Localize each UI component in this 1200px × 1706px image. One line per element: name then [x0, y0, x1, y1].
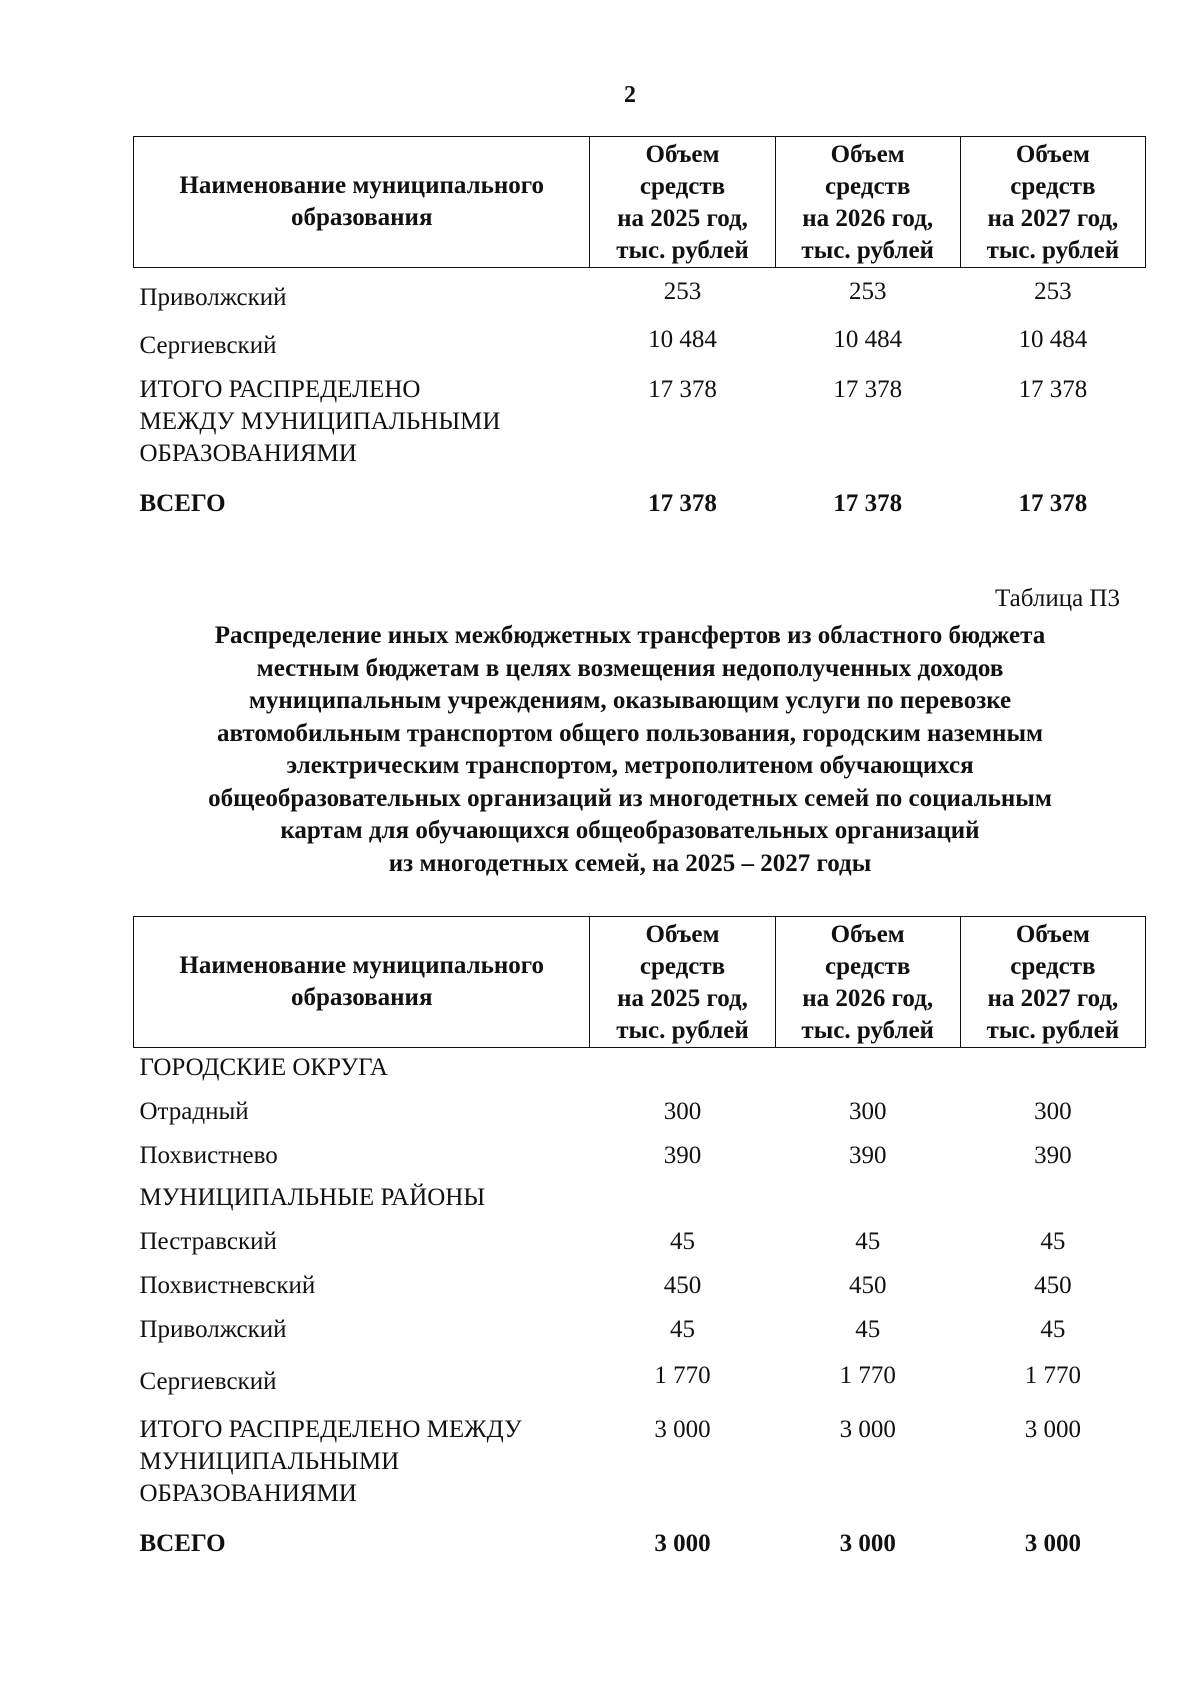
title-line: автомобильным транспортом общего пользования, городским наземным [216, 719, 1043, 747]
value-2026: 45 [855, 1316, 881, 1343]
municipality-name: Приволжский [139, 1316, 287, 1343]
header-line: средств [825, 953, 911, 980]
table-row [134, 1302, 1146, 1346]
value-2027: 3 000 [1024, 1416, 1082, 1443]
value-2027: 390 [1034, 1142, 1072, 1169]
allocation-table-continued [133, 136, 1146, 520]
municipality-name: Сергиевский [139, 1368, 277, 1395]
municipality-name: Сергиевский [139, 332, 277, 359]
header-line: тыс. рублей [986, 1017, 1120, 1044]
header-line: на 2025 год, [617, 985, 748, 1012]
value-2025: 1 770 [654, 1362, 711, 1389]
value-2026: 3 000 [839, 1416, 896, 1443]
table-row [134, 314, 1146, 362]
header-line: тыс. рублей [801, 237, 934, 264]
table-row [134, 1346, 1146, 1398]
value-2027: 253 [1034, 278, 1072, 305]
value-2025: 300 [663, 1098, 702, 1125]
table-header-row [134, 137, 1146, 268]
total-row [134, 470, 1146, 520]
table-label: Таблица П3 [995, 585, 1120, 612]
value-2027: 45 [1040, 1228, 1066, 1255]
value-2026: 3 000 [839, 1530, 896, 1557]
header-line: средств [1010, 953, 1096, 980]
value-2027: 1 770 [1024, 1362, 1082, 1389]
value-2026: 450 [848, 1272, 887, 1299]
label-line: МЕЖДУ МУНИЦИПАЛЬНЫМИ [139, 408, 501, 435]
header-line: тыс. рублей [801, 1017, 934, 1044]
title-line: общеобразовательных организаций из многодетных семей по социальным [208, 784, 1052, 812]
group-heading-city-districts: ГОРОДСКИЕ ОКРУГА [139, 1054, 388, 1081]
value-2025: 450 [663, 1272, 702, 1299]
table-row [134, 1084, 1146, 1128]
header-municipality: Наименование муниципального образования [134, 137, 590, 268]
header-line: тыс. рублей [616, 237, 749, 264]
value-2026: 253 [848, 278, 887, 305]
municipality-name: Похвистнево [139, 1142, 278, 1169]
header-line: на 2026 год, [802, 985, 934, 1012]
subtotal-label [134, 362, 590, 470]
total-row [134, 1510, 1146, 1560]
title-line: картам для обучающихся общеобразовательных организаций [280, 817, 980, 844]
municipality-name: Приволжский [139, 284, 287, 311]
value-2027: 17 378 [1018, 376, 1088, 403]
value-2025: 3 000 [654, 1530, 711, 1557]
header-municipality: Наименование муниципального образования [134, 917, 590, 1048]
header-line: на 2026 год, [802, 205, 934, 232]
value-2026: 45 [855, 1228, 881, 1255]
header-line: Объем [1015, 141, 1090, 168]
value-2025: 17 378 [648, 376, 717, 403]
value-2026: 1 770 [839, 1362, 896, 1389]
title-line: электрическим транспортом, метрополитеном обучающихся [286, 752, 974, 779]
title-line: местным бюджетам в целях возмещения недополученных доходов [256, 654, 1004, 682]
label-line: МУНИЦИПАЛЬНЫМИ [139, 1448, 400, 1475]
header-line: средств [1010, 173, 1096, 200]
header-line: средств [825, 173, 911, 200]
value-2025: 10 484 [648, 326, 717, 353]
header-2027 [960, 137, 1145, 268]
header-2025 [590, 917, 775, 1048]
subtotal-label [134, 1398, 590, 1510]
value-2025: 17 378 [648, 490, 717, 517]
municipality-name: Похвистневский [139, 1272, 316, 1299]
title-line: муниципальным учреждениям, оказывающим услуги по перевозке [248, 687, 1012, 714]
header-2026 [775, 137, 960, 268]
value-2027: 17 378 [1018, 490, 1088, 517]
value-2025: 45 [670, 1228, 696, 1255]
value-2027: 10 484 [1018, 326, 1088, 353]
header-2026 [775, 917, 960, 1048]
header-line: Объем [645, 921, 720, 948]
table-title [130, 620, 1130, 880]
label-line: ОБРАЗОВАНИЯМИ [139, 440, 357, 467]
value-2026: 390 [848, 1142, 887, 1169]
table-row [134, 1258, 1146, 1302]
subtotal-row [134, 362, 1146, 470]
table-row [134, 1128, 1146, 1172]
value-2026: 300 [848, 1098, 887, 1125]
value-2027: 45 [1040, 1316, 1066, 1343]
label-line: ОБРАЗОВАНИЯМИ [139, 1480, 357, 1507]
total-label: ВСЕГО [139, 1530, 226, 1557]
table-row [134, 268, 1146, 315]
title-line: из многодетных семей, на 2025 – 2027 годы [388, 849, 872, 877]
group-heading-row [134, 1172, 1146, 1214]
header-line: на 2025 год, [617, 205, 748, 232]
header-line: средств [639, 173, 726, 200]
label-line: ИТОГО РАСПРЕДЕЛЕНО [139, 376, 421, 403]
header-line: Объем [830, 141, 905, 168]
value-2026: 10 484 [833, 326, 903, 353]
header-line: средств [639, 953, 726, 980]
value-2027: 300 [1034, 1098, 1072, 1125]
municipality-name: Пестравский [139, 1228, 277, 1255]
value-2025: 253 [663, 278, 702, 305]
header-line: тыс. рублей [616, 1017, 749, 1044]
value-2026: 17 378 [833, 376, 903, 403]
group-heading-row [134, 1048, 1146, 1085]
header-line: на 2027 год, [987, 985, 1119, 1012]
value-2025: 390 [663, 1142, 702, 1169]
municipality-name: Отрадный [139, 1098, 249, 1125]
header-line: на 2027 год, [987, 205, 1119, 232]
subtotal-row [134, 1398, 1146, 1510]
header-line: тыс. рублей [986, 237, 1120, 264]
value-2027: 450 [1034, 1272, 1072, 1299]
header-line: Объем [1015, 921, 1090, 948]
allocation-table-p3 [133, 916, 1146, 1560]
header-line: Объем [645, 141, 720, 168]
header-2027 [960, 917, 1145, 1048]
total-label: ВСЕГО [139, 490, 226, 517]
table-row [134, 1214, 1146, 1258]
title-line: Распределение иных межбюджетных трансфертов из областного бюджета [214, 622, 1046, 649]
value-2025: 3 000 [654, 1416, 711, 1443]
value-2026: 17 378 [833, 490, 903, 517]
label-line: ИТОГО РАСПРЕДЕЛЕНО МЕЖДУ [139, 1416, 522, 1443]
value-2027: 3 000 [1024, 1530, 1082, 1557]
page-number: 2 [624, 82, 636, 108]
header-line: Объем [830, 921, 905, 948]
group-heading-municipal-districts: МУНИЦИПАЛЬНЫЕ РАЙОНЫ [139, 1184, 486, 1211]
value-2025: 45 [670, 1316, 696, 1343]
header-2025 [590, 137, 775, 268]
table-header-row [134, 917, 1146, 1048]
